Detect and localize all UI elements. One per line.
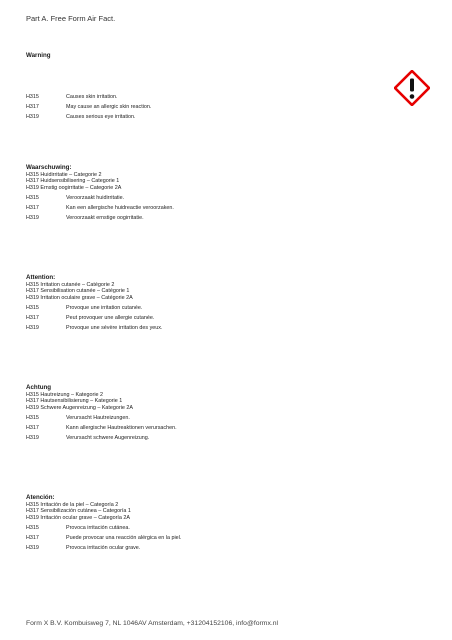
statement-text: May cause an allergic skin reaction. <box>66 104 152 111</box>
statement-code: H319 <box>26 215 39 222</box>
section-heading: Atención: <box>26 494 55 501</box>
statement-text: Causes skin irritation. <box>66 94 118 100</box>
hazard-class: H317 Sensibilización cutánea – Categoría 1 <box>26 508 131 515</box>
hazard-statement <box>26 315 426 321</box>
section-heading: Attention: <box>26 274 56 281</box>
hazard-class: H317 Sensibilisation cutanée – Catégorie 1 <box>26 288 130 295</box>
hazard-statement <box>26 94 426 100</box>
statement-code: H315 <box>26 414 39 421</box>
statement-code: H317 <box>26 205 39 212</box>
hazard-class: H315 Hautreizung – Kategorie 2 <box>26 392 104 398</box>
hazard-class: H315 Huidirritatie – Categorie 2 <box>26 172 102 178</box>
statement-code: H315 <box>26 94 39 100</box>
hazard-statement <box>26 535 426 541</box>
statement-text: Causes serious eye irritation. <box>66 114 136 121</box>
hazard-section-english <box>26 52 426 121</box>
section-heading: Warning <box>26 52 51 59</box>
hazard-class: H315 Irritation cutanée – Catégorie 2 <box>26 282 115 288</box>
statement-text: Puede provocar una reacción alérgica en la piel. <box>66 535 182 542</box>
hazard-section-dutch <box>26 164 426 222</box>
hazard-section-spanish <box>26 494 426 552</box>
hazard-statement <box>26 325 426 331</box>
hazard-statement <box>26 525 426 531</box>
hazard-class: H317 Huidsensibilisering – Categorie 1 <box>26 178 120 185</box>
hazard-section-german <box>26 384 426 442</box>
statement-text: Peut provoquer une allergie cutanée. <box>66 315 155 322</box>
statement-code: H317 <box>26 315 39 322</box>
hazard-statement <box>26 114 426 120</box>
hazard-class: H319 Ernstig oogirritatie – Categorie 2A <box>26 184 122 191</box>
hazard-statement <box>26 104 426 110</box>
statement-text: Verursacht schwere Augenreizung. <box>66 435 150 442</box>
hazard-statement <box>26 305 426 311</box>
page-title: Part A. Free Form Air Fact. <box>26 14 116 23</box>
hazard-class: H315 Irritación de la piel – Categoría 2 <box>26 502 119 508</box>
statement-code: H319 <box>26 545 39 552</box>
statement-text: Verursacht Hautreizungen. <box>66 414 130 421</box>
statement-code: H315 <box>26 524 39 531</box>
hazard-class: H319 Irritación ocular grave – Categoría 2A <box>26 514 130 521</box>
section-heading: Achtung <box>26 384 52 391</box>
statement-text: Provoque une irritation cutanée. <box>66 304 143 311</box>
hazard-class: H317 Hautsensibilisierung – Kategorie 1 <box>26 398 123 405</box>
hazard-section-french <box>26 274 426 332</box>
hazard-class: H319 Schwere Augenreizung – Kategorie 2A <box>26 404 133 411</box>
statement-code: H315 <box>26 194 39 201</box>
page-footer: Form X B.V. Kombuisweg 7, NL 1046AV Amsterdam, +31204152106, info@formx.nl <box>26 620 279 627</box>
statement-code: H319 <box>26 435 39 442</box>
statement-text: Provoque une sévère irritation des yeux. <box>66 325 163 332</box>
hazard-statement <box>26 415 426 421</box>
statement-text: Provoca irritación cutánea. <box>66 524 130 531</box>
hazard-statement <box>26 215 426 221</box>
statement-code: H319 <box>26 325 39 332</box>
statement-code: H317 <box>26 104 39 111</box>
statement-text: Veroorzaakt ernstige oogirritatie. <box>66 215 144 222</box>
hazard-statement <box>26 195 426 201</box>
hazard-statement <box>26 205 426 211</box>
statement-text: Veroorzaakt huidirritatie. <box>66 194 125 201</box>
statement-code: H319 <box>26 114 39 121</box>
statement-code: H315 <box>26 304 39 311</box>
hazard-statement <box>26 545 426 551</box>
statement-code: H317 <box>26 535 39 542</box>
statement-text: Provoca irritación ocular grave. <box>66 545 141 552</box>
hazard-class: H319 Irritation oculaire grave – Catégorie 2A <box>26 294 133 301</box>
hazard-statement <box>26 425 426 431</box>
statement-text: Kan een allergische huidreactie veroorzaken. <box>66 205 174 212</box>
statement-text: Kann allergische Hautreaktionen verursachen. <box>66 425 177 432</box>
statement-code: H317 <box>26 425 39 432</box>
hazard-statement <box>26 435 426 441</box>
section-heading: Waarschuwing: <box>26 164 72 171</box>
